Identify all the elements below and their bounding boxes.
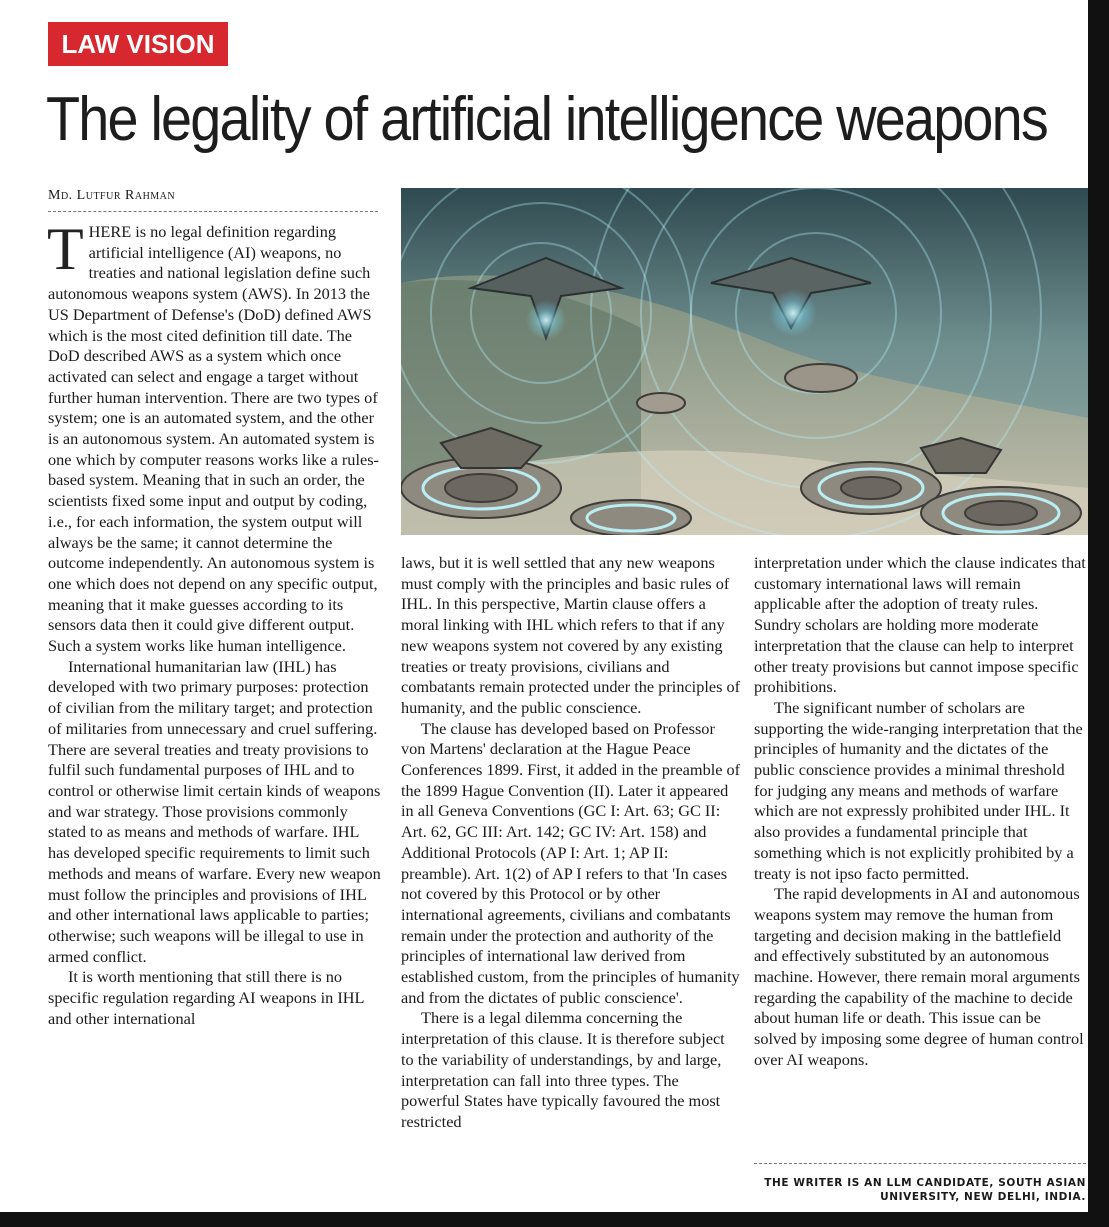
paragraph: International humanitarian law (IHL) has developed with two primary purposes: protection of civilian from the military target; and protection of militaries from unnecessary and cruel suffering. There are several treaties and treaty provisions to fulfil such fundamental purposes of IHL and to control or otherwise limit certain kinds of weapons and war strategy. Those provisions commonly stated to as means and methods of warfare. IHL has developed specific requirements to limit such methods and means of warfare. Every new weapon must follow the principles and provisions of IHL and other international laws applicable to parties; otherwise; such weapons will be illegal to use in armed conflict. bbox=[48, 656, 381, 966]
paragraph: There is a legal dilemma concerning the interpretation of this clause. It is therefore subject to the variability of understandings, by and large, interpretation can fall into three types. The powerful States have typically favoured the most restricted bbox=[401, 1008, 725, 1131]
byline-divider bbox=[48, 211, 378, 212]
section-tag: LAW VISION bbox=[48, 22, 228, 66]
illustration-ai-drones bbox=[401, 188, 1088, 535]
article-column-3 bbox=[754, 553, 1086, 1071]
author-note: THE WRITER IS AN LLM CANDIDATE, SOUTH ASIAN UNIVERSITY, NEW DELHI, INDIA. bbox=[764, 1177, 1086, 1203]
paragraph: HERE is no legal definition regarding artificial intelligence (AI) weapons, no treaties and national legislation define such autonomous weapons system (AWS). In 2013 the US Department of Defense's (DoD) defined AWS which is the most cited definition till date. The DoD described AWS as a system which once activated can select and engage a target without further human intervention. There are two types of system; one is an automated system, and the other is an autonomous system. An automated system is one which by computer reasons works like a rules-based system. Meaning that in such an order, the scientists fixed some input and output by coding, i.e., for each information, the system output will always be the same; it cannot determine the outcome independently. An autonomous system is one which does not depend on any specific output, meaning that it make guesses according to its sensors data then it could give different output. Such a system works like human intelligence. bbox=[48, 222, 379, 656]
article-column-1 bbox=[47, 216, 382, 1029]
paragraph: The rapid developments in AI and autonomous weapons system may remove the human from targeting and decision making in the battlefield and effectively substituted by an autonomous machine. However, there remain moral arguments regarding the capability of the machine to decide about human life or death. This issue can be solved by imposing some degree of human control over AI weapons. bbox=[754, 884, 1084, 1069]
byline: Md. Lutfur Rahman bbox=[48, 188, 176, 203]
paragraph: interpretation under which the clause indicates that customary international laws will remain applicable after the adoption of treaty rules. Sundry scholars are holding more moderate interpretation that the clause can help to interpret other treaty provisions but cannot impose specific prohibitions. bbox=[754, 553, 1086, 697]
footer-divider bbox=[754, 1163, 1086, 1164]
paragraph: The significant number of scholars are supporting the wide-ranging interpretation that the principles of humanity and the dictates of the public conscience provides a minimal threshold for judging any means and methods of warfare which are not expressly prohibited under IHL. It also provides a fundamental principle that something which is not explicitly prohibited by a treaty is not ipso facto permitted. bbox=[754, 697, 1083, 883]
drone-battlefield-illustration bbox=[401, 188, 1088, 535]
page-bottom-bar bbox=[0, 1212, 1109, 1227]
paragraph: laws, but it is well settled that any new weapons must comply with the principles and basic rules of IHL. In this perspective, Martin clause offers a moral linking with IHL which refers to that if any new weapons system not covered by any existing treaties or treaty provisions, civilians and combatants remain protected under the principles of humanity, and the public conscience. bbox=[401, 553, 741, 717]
paragraph: The clause has developed based on Professor von Martens' declaration at the Hague Peace Conferences 1899. First, it added in the preamble of the 1899 Hague Convention (II). Later it appeared in all Geneva Conventions (GC I: Art. 63; GC II: Art. 62, GC III: Art. 142; GC IV: Art. 158) and Additional Protocols (AP I: Art. 1; AP II: preamble). Art. 1(2) of AP I refers to that 'In cases not covered by this Protocol or by other international agreements, civilians and combatants remain under the protection and authority of the principles of international law derived from established custom, from the principles of humanity and from the dictates of public conscience'. bbox=[401, 718, 741, 1007]
drop-cap: T bbox=[47, 216, 84, 282]
article-column-2 bbox=[401, 553, 741, 1133]
paragraph: It is worth mentioning that still there is no specific regulation regarding AI weapons in IHL and other international bbox=[48, 967, 364, 1028]
headline: The legality of artificial intelligence weapons bbox=[46, 85, 1047, 154]
page-edge-bar bbox=[1088, 0, 1109, 1227]
